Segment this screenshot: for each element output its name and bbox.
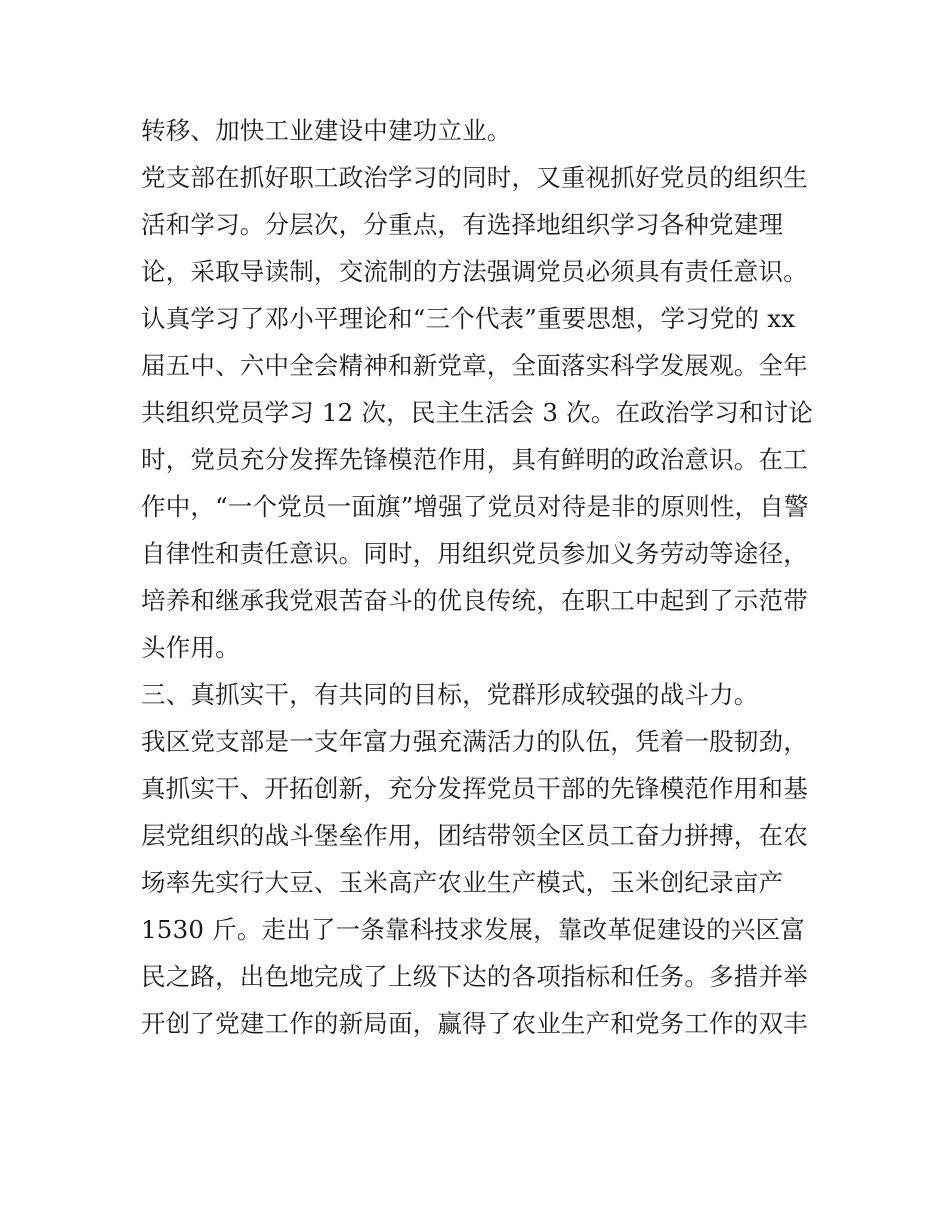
text-line: 自律性和责任意识。同时，用组织党员参加义务劳动等途径， [141, 539, 808, 568]
text-line: 时，党员充分发挥先锋模范作用，具有鲜明的政治意识。在工 [141, 445, 808, 474]
text-line: 作中，“一个党员一面旗”增强了党员对待是非的原则性，自警 [141, 492, 809, 521]
text-line: 认真学习了邓小平理论和“三个代表”重要思想，学习党的 xx [141, 304, 796, 333]
text-line: 共组织党员学习 12 次，民主生活会 3 次。在政治学习和讨论 [141, 398, 814, 427]
text-line: 层党组织的战斗堡垒作用，团结带领全区员工奋力拼搏，在农 [141, 821, 808, 850]
text-line: 真抓实干、开拓创新，充分发挥党员干部的先锋模范作用和基 [141, 774, 808, 803]
text-line: 场率先实行大豆、玉米高产农业生产模式，玉米创纪录亩产 [141, 868, 784, 897]
text-line: 党支部在抓好职工政治学习的同时，又重视抓好党员的组织生 [141, 163, 808, 192]
body-text [141, 107, 816, 1047]
text-line: 培养和继承我党艰苦奋斗的优良传统，在职工中起到了示范带 [141, 586, 808, 615]
text-line: 活和学习。分层次，分重点，有选择地组织学习各种党建理 [141, 210, 784, 239]
text-line: 民之路，出色地完成了上级下达的各项指标和任务。多措并举 [141, 962, 808, 991]
text-line: 1530 斤。走出了一条靠科技求发展，靠改革促建设的兴区富 [141, 915, 805, 944]
text-line: 开创了党建工作的新局面，赢得了农业生产和党务工作的双丰 [141, 1009, 808, 1038]
text-line: 头作用。 [141, 633, 240, 662]
text-line: 我区党支部是一支年富力强充满活力的队伍，凭着一股韧劲， [141, 727, 808, 756]
text-line: 届五中、六中全会精神和新党章，全面落实科学发展观。全年 [141, 351, 808, 380]
section-heading: 三、真抓实干，有共同的目标，党群形成较强的战斗力。 [141, 680, 759, 709]
text-line: 转移、加快工业建设中建功立业。 [141, 116, 512, 145]
text-line: 论，采取导读制，交流制的方法强调党员必须具有责任意识。 [141, 257, 808, 286]
